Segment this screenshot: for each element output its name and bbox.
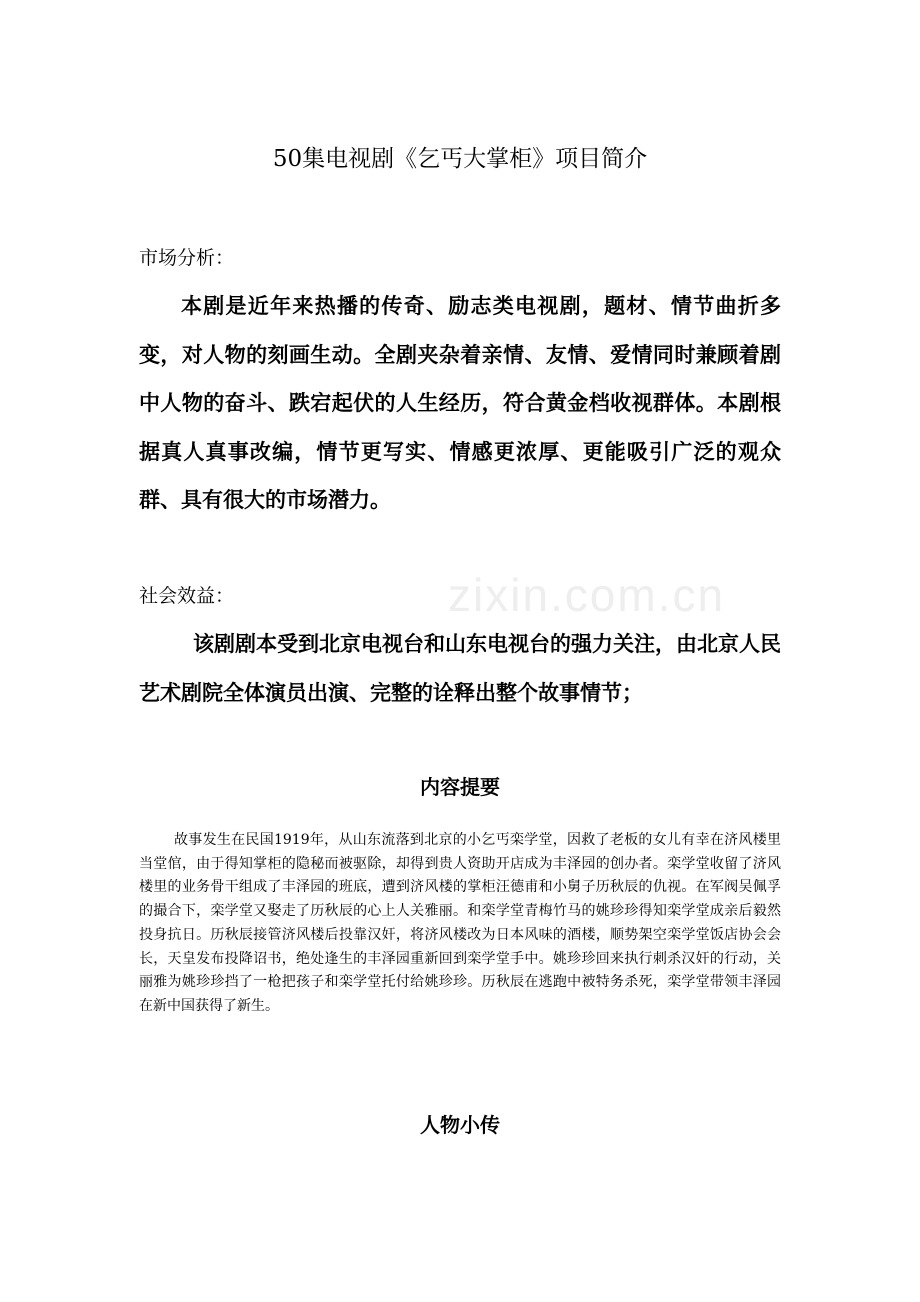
document-title: 50集电视剧《乞丐大掌柜》项目简介: [272, 146, 648, 172]
synopsis-heading: 内容提要: [420, 775, 500, 799]
social-benefit-paragraph: 该剧剧本受到北京电视台和山东电视台的强力关注，由北京人民艺术剧院全体演员出演、完整的诠释出整个故事情节；: [139, 632, 781, 705]
biographies-heading: 人物小传: [420, 1113, 500, 1137]
social-benefit-label: 社会效益：: [139, 585, 235, 607]
market-analysis-paragraph: 本剧是近年来热播的传奇、励志类电视剧，题材、情节曲折多变，对人物的刻画生动。全剧夹杂着亲情、友情、爱情同时兼顾着剧中人物的奋斗、跌宕起伏的人生经历，符合黄金档收视群体。本剧根据真人真事改编，情节更写实、情感更浓厚、更能吸引广泛的观众群、具有很大的市场潜力。: [139, 294, 781, 512]
synopsis-paragraph: 故事发生在民国1919年，从山东流落到北京的小乞丐栾学堂，因救了老板的女儿有幸在济风楼里当堂倌，由于得知掌柜的隐秘而被驱除，却得到贵人资助开店成为丰泽园的创办者。栾学堂收留了济风楼里的业务骨干组成了丰泽园的班底，遭到济风楼的掌柜汪德甫和小舅子历秋辰的仇视。在军阀吴佩孚的撮合下，栾学堂又娶走了历秋辰的心上人关雅丽。和栾学堂青梅竹马的姚珍珍得知栾学堂成亲后毅然投身抗日。历秋辰接管济风楼后投靠汉奸，将济风楼改为日本风味的酒楼，顺势架空栾学堂饭店协会会长，天皇发布投降诏书，绝处逢生的丰泽园重新回到栾学堂手中。姚珍珍回来执行刺杀汉奸的行动，关丽雅为姚珍珍挡了一枪把孩子和栾学堂托付给姚珍珍。历秋辰在逃跑中被特务杀死，栾学堂带领丰泽园在新中国获得了新生。: [139, 832, 781, 1014]
watermark: zixin.com.cn: [448, 569, 726, 621]
market-analysis-label: 市场分析：: [139, 247, 235, 269]
